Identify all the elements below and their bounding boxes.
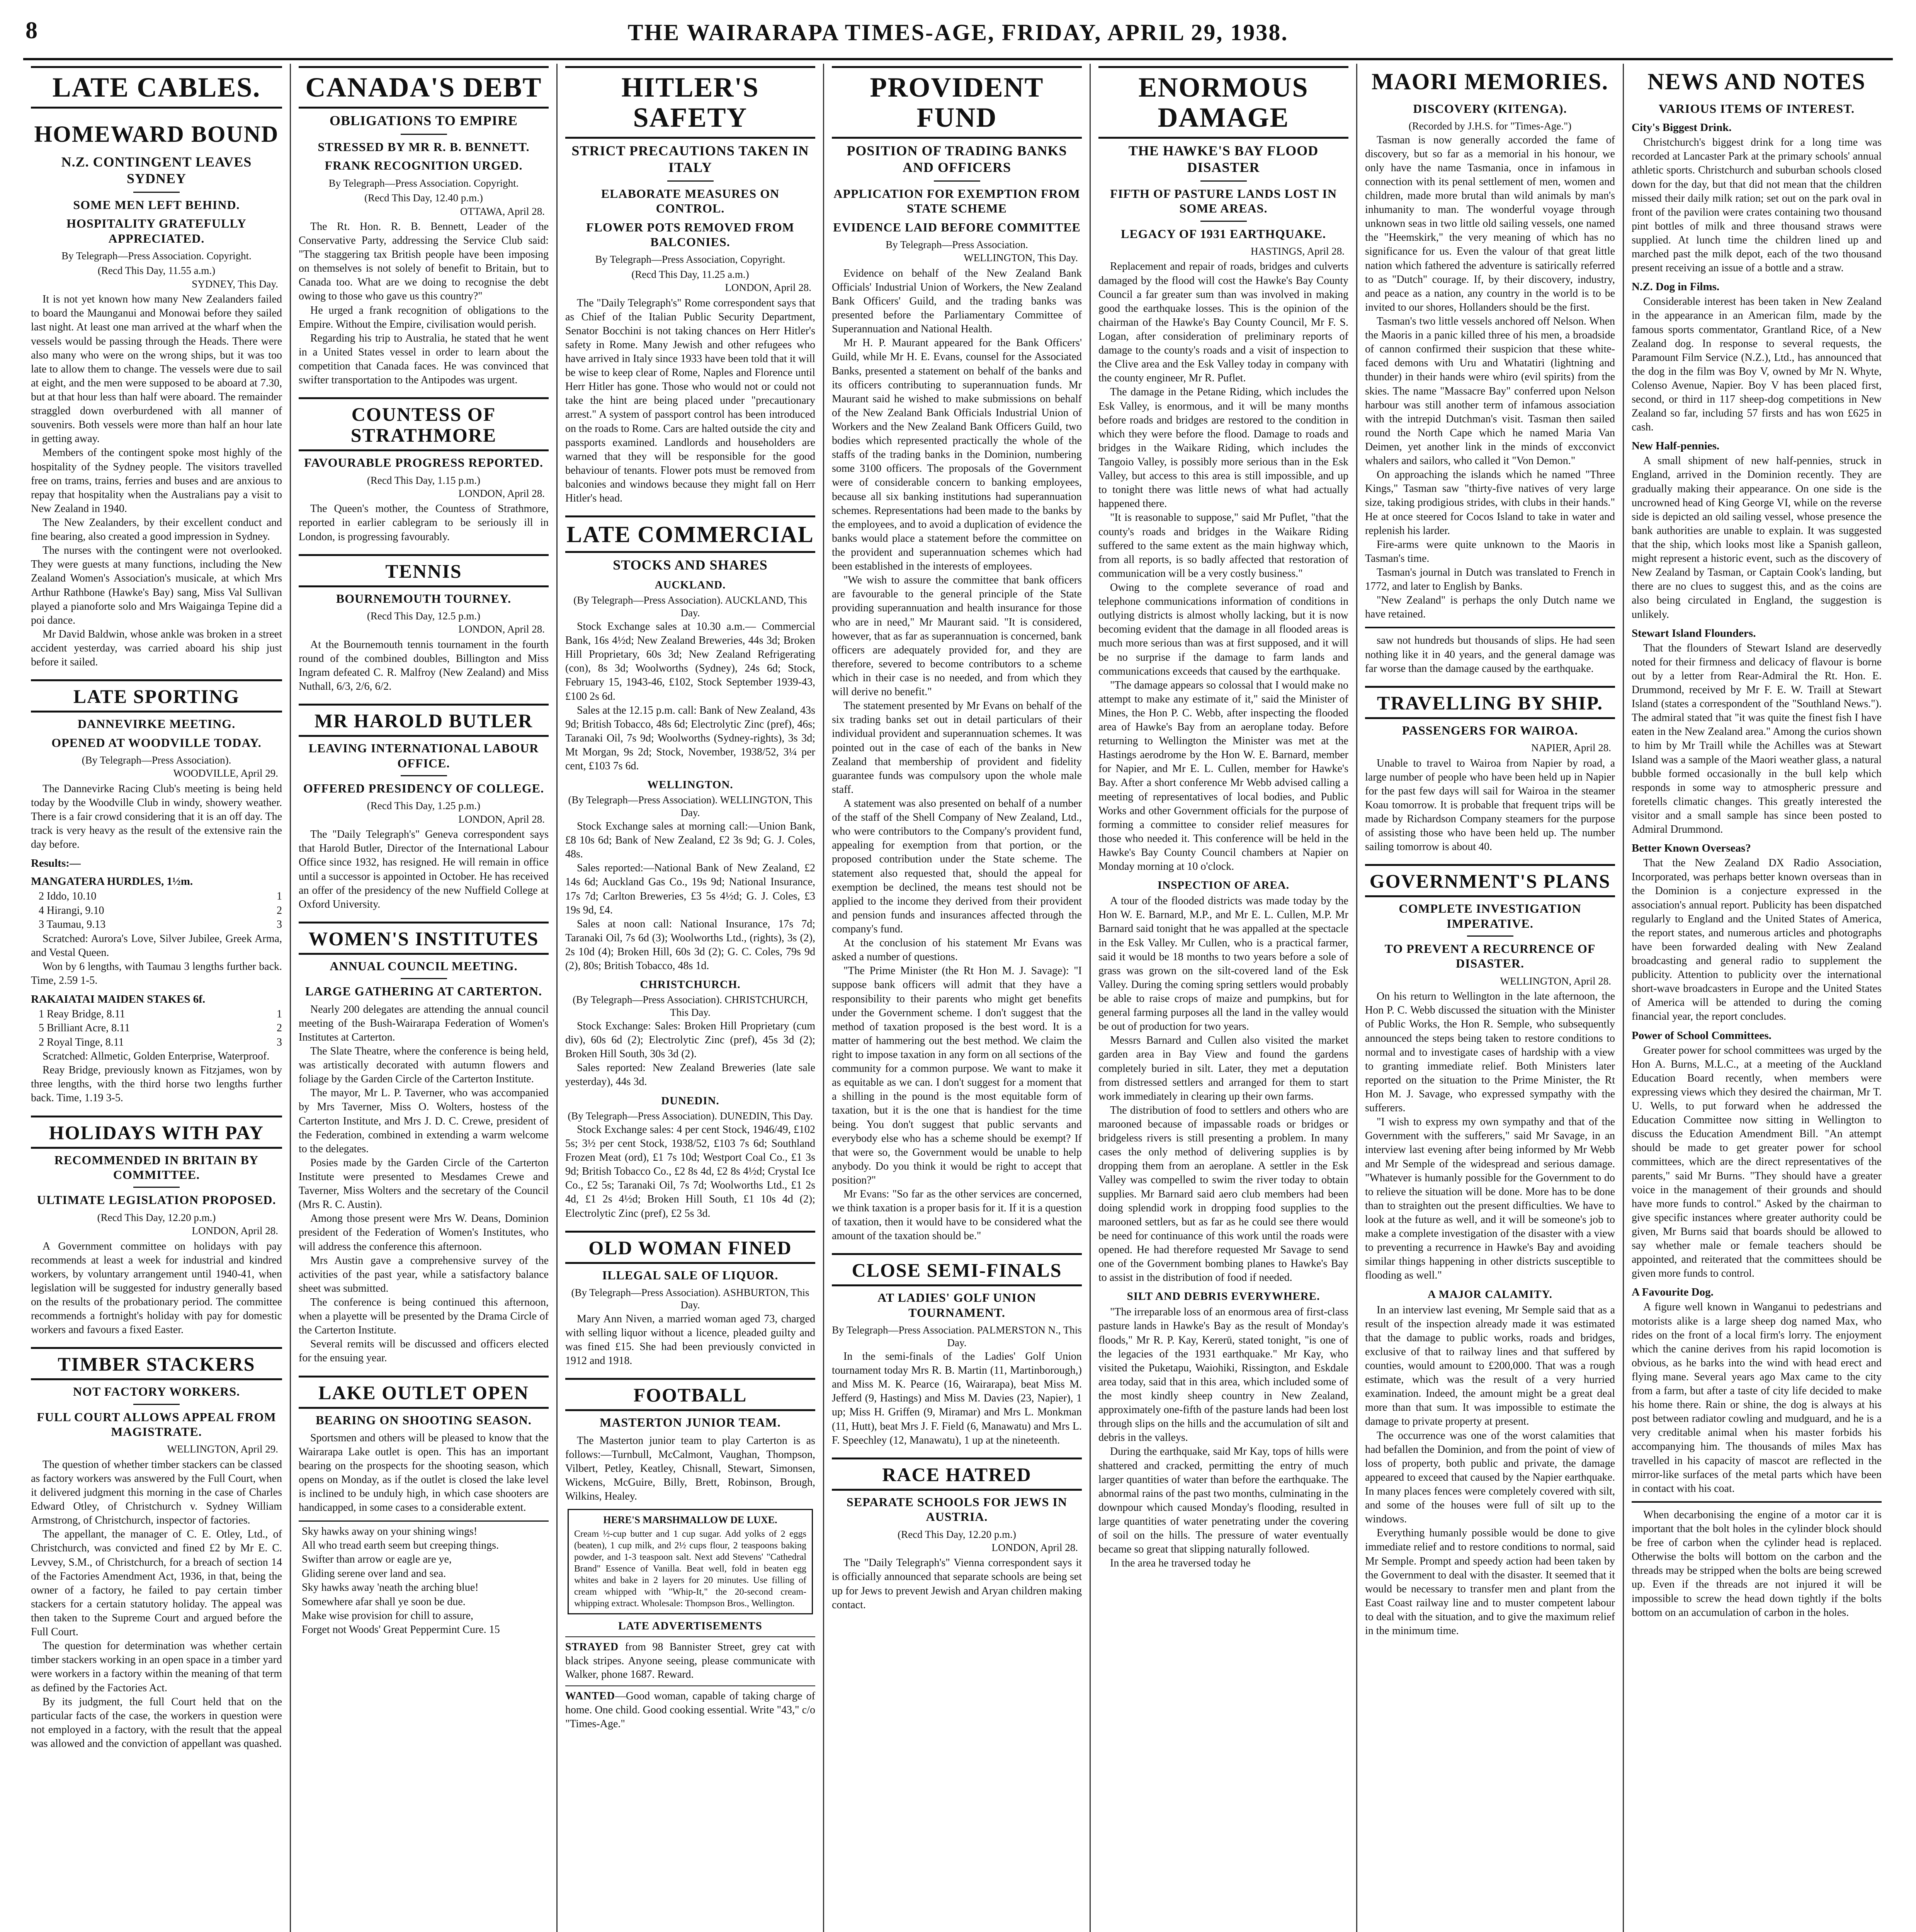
article-paragraph: Stock Exchange sales at 10.30 a.m.— Commercial Bank, 16s 4½d; New Zealand Breweries, 44s 3d; Broken Hill Proprietary, 60s 3d; New Zealand Refrigerating (con), 8s 3d; Woolworths (Sydney), 24s 6d; Stock, February 15, 1943-46, £102, Stock September 1939-43, £100 2s 6d. — [565, 621, 815, 702]
race-title: RAKAIATAI MAIDEN STAKES 6f. — [31, 993, 206, 1005]
item-heading: Power of School Committees. — [1632, 1029, 1771, 1042]
article-paragraph: Stock Exchange sales at morning call:—Union Bank, £8 10s 6d; Bank of New Zealand, £2 3s 9d; G. J. Coles, 48s. — [565, 820, 815, 861]
article-paragraph: "New Zealand" is perhaps the only Dutch name we have retained. — [1365, 594, 1615, 621]
subhead: OFFERED PRESIDENCY OF COLLEGE. — [303, 781, 544, 796]
subhead: DISCOVERY (KITENGA). — [1413, 101, 1567, 116]
article-paragraph: On his return to Wellington in the late afternoon, the Hon P. C. Webb discussed the situation with the Minister of Public Works, the Hon R. Semple, who subsequently announced the steps being taken to restore conditions to normal and to investigate cases of hardship with a view to granting immediate relief. Both Ministers later reported on the situation to the Prime Minister, the Rt Hon M. J. Savage, who expressed sympathy with the sufferers. — [1365, 990, 1615, 1114]
article-paragraph: Mr David Baldwin, whose ankle was broken in a street accident yesterday, was carried aboard his ship just before it sailed. — [31, 628, 282, 668]
subhead: APPLICATION FOR EXEMPTION FROM STATE SCHEME — [833, 186, 1080, 216]
ad-lead: WANTED — [565, 1690, 615, 1702]
article-paragraph: The distribution of food to settlers and others who are marooned because of impassable roads or bridges or bridgeless rivers is still presenting a problem. In many cases the only method of delivering supplies is by dropping them from an aeroplane. A settler in the Esk Valley was compelled to swim the river today to obtain supplies. Mr Barnard said aero club members had been doing splendid work in dropping food supplies to the marooned settlers, but as far as he could see there would be need for continuance of this work until the roads were opened. He had therefore requested Mr Savage to send one of the Government bombing planes to Hawke's Bay to assist in the distribution of food if needed. — [1098, 1104, 1348, 1284]
subhead: OPENED AT WOODVILLE TODAY. — [51, 735, 262, 750]
article-paragraph: Tasman's two little vessels anchored off Nelson. When the Maoris in a panic killed three of his men, a broadside of cannon confirmed their suspicion that these white-faced demons with Uru and Whatatiri (lightning and thunder) in their hands were whiro (evil spirits) from the skies. The name "Massacre Bay" conferred upon Nelson harbour was still another term of infamous association with the intrepid Dutchman's visit. Tasman then sailed round the North Cape which he named Maria Van Deimen, yet another link in the minds of excconvict whalers and sailors, who called it "Von Demon." — [1365, 315, 1615, 467]
ad-line — [302, 1623, 546, 1637]
masthead — [23, 15, 1893, 60]
dateline: SYDNEY, This Day. — [192, 278, 278, 290]
byline: (By Telegraph—Press Association). ASHBURTON, This Day. — [571, 1287, 809, 1311]
subhead: STOCKS AND SHARES — [613, 557, 768, 573]
headline-holidays-with-pay: HOLIDAYS WITH PAY — [31, 1116, 282, 1149]
headline-race-hatred: RACE HATRED — [832, 1458, 1082, 1491]
ad-lead: STRAYED — [565, 1641, 619, 1653]
subhead: ELABORATE MEASURES ON CONTROL. — [601, 186, 780, 216]
article-paragraph: Stock Exchange sales: 4 per cent Stock, 1946/49, £102 5s; 3½ per cent Stock, 1938/52, £103 7s 6d; Southland Frozen Meat (ord), £1 7s 10d; Westport Coal Co., £1 3s 9d; British Tobacco Co., £2 8s 4d, £2 8s 4½d; Crystal Ice Co., £2 5s; Taranaki Oil, 7s 7d; Woolworths Ltd., £1 2s 4d, £1 2s 4½d; Broken Hill South, £1 10s 4d (2); Electrolytic Zinc (pref), £2 5s 3d. — [565, 1123, 815, 1219]
race-result-row — [31, 904, 282, 918]
received-time: (Recd This Day, 11.55 a.m.) — [97, 265, 216, 277]
article-paragraph: By its judgment, the full Court held that on the particular facts of the case, the workers in question were not employed in a factory, with the result that the appeal was allowed and the conviction of appellant was quashed. — [31, 1696, 282, 1750]
received-time: (Recd This Day, 1.25 p.m.) — [367, 800, 481, 812]
dateline: HASTINGS, April 28. — [1250, 245, 1345, 257]
article-paragraph: Tasman is now generally accorded the fame of discovery, but so far as a memorial in his honour, we only have the name Tasmania, once in infamous in connection with its penal settlement of men, women and children, made more brutal than wild animals by man's inhumanity to man. The wonderful voyage through unknown seas in two little old sailing vessels, one named the "Heemskirk," the very meaning of which has no significance for us. Even the valour of that great little nation which fathered the adventure is satirically referred to as "Dutch" courage. If, by their discovery, industry, and peace as a nation, any country in the world is to be invited to our shores, Hollanders should be the first. — [1365, 134, 1615, 313]
article-paragraph: "The Prime Minister (the Rt Hon M. J. Savage): "I suppose bank officers will admit that they have a responsibility to their parents who might get benefits under the Government scheme. I don't suggest that the method of taxation proposed is the best word. It is a matter of hammering out the best method. We claim the right to impose taxation in any form on all sections of the community for a common purpose. We want to make it as equitable as we can. I don't suggest for a moment that a shilling in the pound is the most equitable form of taxation, but it is the one that is handiest for the time being. You don't suggest that public servants and everybody else who has a scheme should be exempt? If that were so, the Government would be unable to help anybody. Do you think it would be right to accept that position?" — [832, 965, 1082, 1186]
article-paragraph: The question for determination was whether certain timber stackers working in an open space in a timber yard were workers in a factory within the meaning of that term as defined by the Factories Act. — [31, 1640, 282, 1694]
advertisement-recipe — [568, 1509, 813, 1614]
divider — [133, 1404, 180, 1405]
section-wellington: WELLINGTON. — [647, 779, 733, 791]
subhead: STRESSED BY MR R. B. BENNETT. — [318, 139, 530, 154]
subhead: LEGACY OF 1931 EARTHQUAKE. — [1121, 226, 1326, 241]
article-paragraph: He urged a frank recognition of obligations to the Empire. Without the Empire, civilisation would perish. — [299, 304, 549, 330]
headline-harold-butler: MR HAROLD BUTLER — [299, 704, 549, 737]
article-paragraph: That the New Zealand DX Radio Association, Incorporated, was perhaps better known overseas than in the Dominion is a conjecture expressed in the association's annual report. Publicity has been dispatched regularly to England and the United States of America, the report states, and numerous articles and photographs have been forwarded dealing with New Zealand broadcasting and general radio to supplement the publicity. Attention to publicity over the international short-wave broadcasters in Europe and the United States of America will be attended to during the coming financial year, the report concludes. — [1632, 857, 1882, 1023]
byline: By Telegraph—Press Association. — [886, 239, 1028, 251]
article-paragraph: At the conclusion of his statement Mr Evans was asked a number of questions. — [832, 937, 1082, 963]
item-heading: Better Known Overseas? — [1632, 842, 1751, 855]
article-paragraph: Sales reported:—National Bank of New Zealand, £2 14s 6d; Auckland Gas Co., 19s 9d; National Insurance, 17s 7d; Carlton Breweries, £3 5s 4½d; G. J. Coles, £3 19s 9d, £4. — [565, 862, 815, 916]
masthead-title: THE WAIRARAPA TIMES-AGE, FRIDAY, APRIL 29, 1938. — [627, 20, 1289, 45]
article-paragraph: Mr H. P. Maurant appeared for the Bank Officers' Guild, while Mr H. E. Evans, counsel for the Associated Banks, presented a statement on behalf of the banks and its officers contributing to superannuation funds. Mr Maurant said he wished to make submissions on behalf of the New Zealand Bank Officials Industrial Union of Workers and the New Zealand Bank Officers Guild, two bodies which represented practically the whole of the staffs of the trading banks in the Dominion, numbering some 3100 officers. The proposals of the Government were of considerable concern to banking employees, because all six banking institutions had superannuation schemes. Representations had been made to the banks by the employees, and to avoid a duplication of evidence the banks would place a statement before the committee on the provident and superannuation schemes which had been established in the interests of employees. — [832, 337, 1082, 573]
placing: 3 — [277, 918, 282, 931]
placing: 1 — [277, 1008, 282, 1020]
article-paragraph: Owing to the complete severance of road and telephone communications information of conditions in outlying districts is almost wholly lacking, but it is now becoming evident that the damage in all flooded areas is much more serious than was at first supposed, and it will be no surprise if the damage to farm lands and communications exceeds that caused by the earthquake. — [1098, 581, 1348, 677]
divider — [133, 1187, 180, 1188]
article-paragraph: "It is reasonable to suppose," said Mr Puflet, "that the county's roads and bridges in the Waikare Riding suffered to the same extent as the main highway which, from all reports, is so badly affected that restoration of communication will be a very costly business." — [1098, 512, 1348, 580]
subhead: HOSPITALITY GRATEFULLY APPRECIATED. — [66, 216, 247, 245]
subhead: FLOWER POTS REMOVED FROM BALCONIES. — [586, 220, 794, 249]
divider — [1632, 1501, 1882, 1503]
column-5 — [1090, 64, 1356, 1932]
article-paragraph: Greater power for school committees was urged by the Hon A. Burns, M.L.C., at a meeting of the Auckland Education Board recently, when members were expressing views which they desired the chairman, Mr T. U. Wells, to put forward when he addressed the Education Committee now sitting in Wellington to discuss the Education Amendment Bill. "An attempt should be made to get greater power for school committees, which are the direct representatives of the parents," said Mr Burns. "They should have a greater voice in the management of their grounds and should have more funds to control." Asked by the chairman to give specific instances where greater authority could be given, Mr Burns said that boards should be allowed to say whether male or female teachers should be appointed, and reiterated that the committees should be given more funds to control. — [1632, 1044, 1882, 1280]
headline-homeward-bound: HOMEWARD BOUND — [34, 121, 279, 147]
item-heading: Stewart Island Flounders. — [1632, 627, 1756, 639]
late-advertisements-heading: LATE ADVERTISEMENTS — [618, 1619, 762, 1632]
divider — [133, 192, 180, 193]
headline-timber-stackers: TIMBER STACKERS — [31, 1347, 282, 1380]
item-heading: N.Z. Dog in Films. — [1632, 281, 1720, 293]
section-dunedin: DUNEDIN. — [661, 1094, 719, 1107]
race-note: Scratched: Allmetic, Golden Enterprise, Waterproof. — [43, 1050, 270, 1063]
subhead: FAVOURABLE PROGRESS REPORTED. — [304, 456, 544, 470]
placing: 2 — [277, 904, 282, 917]
article-paragraph: Unable to travel to Wairoa from Napier by road, a large number of people who have been held up in Napier for the past few days will sail for Wairoa in the steamer Koau tomorrow. It is probable that frequent trips will be made by Richardson Company steamers for the purpose of assisting those who have been held up. The number sailing tomorrow is about 40. — [1365, 757, 1615, 853]
subhead: ANNUAL COUNCIL MEETING. — [330, 959, 518, 973]
ad-line: Sky hawks away 'neath the arching blue! — [302, 1582, 479, 1594]
headline-late-cables: LATE CABLES. — [31, 66, 282, 109]
subhead: BOURNEMOUTH TOURNEY. — [336, 591, 512, 605]
article-paragraph: Tasman's journal in Dutch was translated to French in 1772, and later to English by Banks. — [1365, 566, 1615, 593]
headline-close-semi-finals: CLOSE SEMI-FINALS — [832, 1253, 1082, 1286]
dateline: WELLINGTON, April 29. — [167, 1443, 278, 1455]
article-paragraph: The appellant, the manager of C. E. Otley, Ltd., of Christchurch, was convicted and fined £2 by Mr E. C. Levvey, S.M., of Christchurch, for a breach of section 14 of the Factories Amendment Act, 1936, in that, being the owner of a factory, he failed to pay certain timber stackers for a certain statutory holiday. The appeal was then taken to the Supreme Court and argued before the Full Court. — [31, 1528, 282, 1638]
article-paragraph: At the Bournemouth tennis tournament in the fourth round of the combined doubles, Billington and Miss Ingram defeated C. R. Malfroy (New Zealand) and Miss Nuthall, 6/3, 2/6, 6/2. — [299, 638, 549, 693]
article-paragraph: The "Daily Telegraph's" Vienna correspondent says it is officially announced that separate schools are being set up for Jews to prevent Jewish and Aryan children making contact. — [832, 1557, 1082, 1611]
divider — [401, 775, 447, 776]
subhead: ILLEGAL SALE OF LIQUOR. — [602, 1268, 779, 1282]
article-paragraph: It is not yet known how many New Zealanders failed to board the Maunganui and Monowai before they sailed last night. At least one man arrived at the wharf when the vessels would be passing through the Heads. There were also many who were on the wrong ships, but it was too late to allow them to change. The vessels were due to sail at eight, and the men were supposed to be aboard at 7.30, but at that hour less than half were aboard. The remainder straggled down overburdened with all manner of souvenirs. Both vessels were more than half an hour late in getting away. — [31, 293, 282, 445]
article-paragraph: Regarding his trip to Australia, he stated that he went in a United States vessel in order to learn about the competition that Canada faces. He was convinced that swifter transportation to the Antipodes was urgent. — [299, 332, 549, 386]
article-paragraph: Nearly 200 delegates are attending the annual council meeting of the Bush-Wairarapa Federation of Women's Institutes at Carterton. — [299, 1003, 549, 1043]
article-paragraph: "I wish to express my own sympathy and that of the Government with the sufferers," said Mr Savage, in an interview last evening after being informed by Mr Webb and Mr Semple of the widespread and serious damage. "Whatever is humanly possible for the Government to do to relieve the situation will be done. More has to be done than to straighten out the present difficulties. We have to look at the future as well, and it will be someone's job to make a complete investigation of the disaster with a view to preventing a recurrence in Hawke's Bay and avoiding similar things happening in other districts susceptible to flooding as well." — [1365, 1116, 1615, 1282]
headline-provident-fund: PROVIDENT FUND — [832, 66, 1082, 139]
race-result-row — [31, 1007, 282, 1021]
received-time: (Recd This Day, 1.15 p.m.) — [367, 474, 481, 486]
columns — [23, 64, 1893, 1932]
headline-maori-memories: MAORI MEMORIES. — [1371, 69, 1609, 94]
byline: By Telegraph—Press Association. Copyright. — [328, 177, 519, 189]
subhead: RECOMMENDED IN BRITAIN BY COMMITTEE. — [54, 1153, 259, 1182]
divider — [401, 134, 447, 135]
dateline: WELLINGTON, This Day. — [964, 252, 1078, 264]
headline-late-sporting: LATE SPORTING — [31, 679, 282, 713]
received-time: (Recd This Day, 12.20 p.m.) — [898, 1528, 1016, 1540]
article-paragraph: The Rt. Hon. R. B. Bennett, Leader of the Conservative Party, addressing the Service Club said: "The staggering tax British people have been imposing on themselves is not solely of benefit to Britain, but to Canada too. What are we doing to recognise the debt owing to those who gave us this country?" — [299, 220, 549, 303]
article-paragraph: Replacement and repair of roads, bridges and culverts damaged by the flood will cost the Hawke's Bay County Council a far greater sum than was involved in making good the earthquake losses. This is the opinion of the chairman of the Hawke's Bay County Council, Mr F. S. Logan, after consideration of preliminary reports of damage to the county's roads and a visit of inspection to the Clive area and the Esk Valley today in company with the county engineer, Mr R. Puflet. — [1098, 260, 1348, 384]
divider — [1467, 935, 1513, 937]
received-time: (Recd This Day, 11.25 a.m.) — [631, 268, 749, 280]
race-title: MANGATERA HURDLES, 1½m. — [31, 875, 193, 888]
race-result-row — [31, 1036, 282, 1049]
headline-news-and-notes: NEWS AND NOTES — [1647, 69, 1866, 94]
ad-text: from 98 Bannister Street, grey cat with black stripes. Anyone seeing, please communicate with Walker, phone 1687. Reward. — [565, 1641, 815, 1681]
subhead: THE HAWKE'S BAY FLOOD DISASTER — [1128, 143, 1319, 175]
subhead: FIFTH OF PASTURE LANDS LOST IN SOME AREAS. — [1110, 186, 1337, 216]
ad-text: —Good woman, capable of taking charge of home. One child. Good cooking essential. Write "43," c/o "Times-Age." — [565, 1690, 815, 1730]
ad-line: Gliding serene over land and sea. — [302, 1567, 446, 1580]
article-paragraph: Among those present were Mrs W. Deans, Dominion president of the Federation of Women's Institutes, who will address the conference this afternoon. — [299, 1213, 549, 1253]
article-paragraph: That the flounders of Stewart Island are deservedly noted for their firmness and delicacy of flavour is borne out by a letter from Rear-Admiral the Rt. Hon. E. Drummond, received by Mr F. E. W. Traill at Stewart Island (states a correspondent of the "Southland News."). The admiral stated that "it was quite the finest fish I have eaten in the New Zealand area." Among the curios shown to him by Mr Traill while the Achilles was at Stewart Island was a sample of the Maori weather glass, a natural bubble formed occasionally in the bull kelp which responds in some way to atmospheric pressure and foretells climatic changes. This greatly interested the visitor and a small sample has since been posted to Admiral Drummond. — [1632, 642, 1882, 836]
article-paragraph: The nurses with the contingent were not overlooked. They were guests at many functions, including the New Zealand Women's Association's musicale, at which Mrs Arthur Rathbone (Hawke's Bay) sang, Miss Val Sullivan played a pianoforte solo and Mrs Waigainga Tepine did a poi dance. — [31, 544, 282, 626]
article-paragraph: Mary Ann Niven, a married woman aged 73, charged with selling liquor without a licence, pleaded guilty and was fined £15. She had been previously convicted in 1912 and 1918. — [565, 1313, 815, 1367]
placing: 3 — [277, 1036, 282, 1048]
article-paragraph: A figure well known in Wanganui to pedestrians and motorists alike is a large sheep dog named Max, who rides on the front of a local firm's lorry. The enjoyment which the canine derives from his rapid locomotion is obvious, as he barks into the wind with head erect and flying mane. Several years ago Max came to the city from a farm, but after a taste of city life decided to make his home there. Rain or shine, the dog is always at his post between radiator cowling and mudguard, and he is a very creditable animal when his master forbids his accompanying him. The thousands of miles Max has travelled in his capacity of mascot are reflected in the mirror-like surfaces of the metal parts which have been in contact with his coat. — [1632, 1301, 1882, 1495]
race-note: Scratched: Aurora's Love, Silver Jubilee, Greek Arma, and Vestal Queen. — [31, 932, 282, 959]
article-paragraph: "The damage appears so colossal that I would make no attempt to make any estimate of it," said the Minister of Mines, the Hon P. C. Webb, after inspecting the flooded area of Hawke's Bay from an aeroplane today. Before returning to Wellington the Minister was met at the Hastings aerodrome by the Hon W. E. Barnard, member for Napier, and Mr E. L. Cullen, member for Hawke's Bay. After a short conference Mr Webb advised calling a meeting of representatives of local bodies, and Public Works and other Government officials for the purpose of forming a committee to consider relief measures for those who needed it. This conference will be held in the Hawke's Bay County Council chambers at Napier on Monday morning at 10 o'clock. — [1098, 679, 1348, 873]
divider — [1200, 221, 1247, 222]
subhead: NOT FACTORY WORKERS. — [73, 1384, 240, 1399]
subhead: FULL COURT ALLOWS APPEAL FROM MAGISTRATE. — [37, 1410, 276, 1439]
subhead: TO PREVENT A RECURRENCE OF DISASTER. — [1384, 942, 1596, 971]
subhead: PASSENGERS FOR WAIROA. — [1402, 723, 1578, 737]
subhead: SEPARATE SCHOOLS FOR JEWS IN AUSTRIA. — [847, 1495, 1067, 1524]
column-7 — [1623, 64, 1889, 1932]
subhead: SOME MEN LEFT BEHIND. — [73, 197, 240, 212]
dateline: LONDON, April 28. — [458, 813, 545, 825]
article-paragraph: Members of the contingent spoke most highly of the hospitality of the Sydney people. The visitors travelled free on trams, trains, ferries and buses and are anxious to repay that hospitality when the Australians pay a visit to New Zealand in 1940. — [31, 447, 282, 515]
article-paragraph: On approaching the islands which he named "Three Kings," Tasman saw "thirty-five natives of very large size, taking prodigious strides, with clubs in their hands." He at once steered for Cocos Island to take in water and replenish his larder. — [1365, 469, 1615, 537]
article-paragraph: Sales at noon call: National Insurance, 17s 7d; Taranaki Oil, 7s 6d (3); Woolworths Ltd., (rights), 3s (2), 2s 10d (4); Broken Hill, 60s 3d (2); G. C. Coles, 79s 9d (2), 80s; British Tobacco, 48s 1d. — [565, 918, 815, 972]
article-paragraph: Mr Evans: "So far as the other services are concerned, we think taxation is a proper basis for it. If it is a question of taxation, then it would have to be considered what the amount of the taxation should be." — [832, 1188, 1082, 1242]
horse: 2 Iddo, 10.10 — [39, 890, 97, 903]
byline: (By Telegraph—Press Association). — [82, 754, 231, 766]
section-heading: SILT AND DEBRIS EVERYWHERE. — [1127, 1290, 1320, 1303]
article-paragraph: saw not hundreds but thousands of slips. He had seen nothing like it in 40 years, and the general damage was far worse than the damage caused by the earthquake. — [1365, 634, 1615, 675]
article-paragraph: The Dannevirke Racing Club's meeting is being held today by the Woodville Club in windy, showery weather. There is a fair crowd considering that it is an off day. The track is very heavy as the result of the extensive rain the day before. — [31, 782, 282, 851]
article-paragraph: When decarbonising the engine of a motor car it is important that the bolt holes in the cylinder block should be free of carbon when the cylinder head is replaced. Otherwise the bolts will bottom on the carbon and the threads may be stripped when the bolts are being screwed up. Even if the threads are not injured it will be impossible to screw the head down tightly if the bolts bottom on an accumulation of carbon in the holes. — [1632, 1509, 1882, 1619]
horse: 4 Hirangi, 9.10 — [39, 904, 104, 917]
byline: By Telegraph—Press Association. Copyright. — [61, 250, 252, 262]
horse: 3 Taumau, 9.13 — [39, 918, 106, 931]
byline: By Telegraph—Press Association. PALMERSTON N., This Day. — [832, 1324, 1082, 1349]
ad-line: All who tread earth seem but creeping things. — [302, 1539, 499, 1551]
subhead: FRANK RECOGNITION URGED. — [325, 158, 523, 173]
ad-line: Sky hawks away on your shining wings! — [302, 1525, 478, 1537]
headline-late-commercial: LATE COMMERCIAL — [565, 515, 815, 553]
article-paragraph: Posies made by the Garden Circle of the Carterton Institute were presented to Mesdames Crewe and Taverner, Miss Wolters and the secretary of the Council (Mrs R. C. Austin). — [299, 1156, 549, 1211]
article-paragraph: "The irreparable loss of an enormous area of first-class pasture lands in Hawke's Bay as the result of Monday's floods," Mr R. P. Kay, Kererū, stated tonight, "is one of the legacies of the 1931 earthquake." Mr Kay, who visited the Puketapu, Waiohiki, Rissington, and Eskdale area today, said that in this area, which included some of the most kindly sheep country in New Zealand, approximately one-fifth of the pasture lands had been lost through slips on the hills and the accumulation of silt and debris in the valleys. — [1098, 1306, 1348, 1444]
article-paragraph: Sales reported: New Zealand Breweries (late sale yesterday), 44s 3d. — [565, 1062, 815, 1088]
headline-travelling-by-ship: TRAVELLING BY SHIP. — [1365, 686, 1615, 719]
headline-womens-institutes: WOMEN'S INSTITUTES — [299, 922, 549, 955]
section-heading: INSPECTION OF AREA. — [1157, 879, 1289, 892]
article-paragraph: Sportsmen and others will be pleased to know that the Wairarapa Lake outlet is open. This has an important bearing on the prospects for the shooting season, which opens on Monday, as if the outlet is closed the lake level is inclined to be unduly high, in which case shooters are handicapped, in some cases to a considerable extent. — [299, 1432, 549, 1514]
horse: 2 Royal Tinge, 8.11 — [39, 1036, 124, 1048]
recipe-title: HERE'S MARSHMALLOW DE LUXE. — [603, 1514, 777, 1526]
ad-line-text: Forget not Woods' Great Peppermint Cure. — [302, 1624, 486, 1636]
ad-line: Swifter than arrow or eagle are ye, — [302, 1553, 452, 1566]
headline-governments-plans: GOVERNMENT'S PLANS — [1365, 864, 1615, 897]
article-paragraph: Christchurch's biggest drink for a long time was recorded at Lancaster Park at the primary schools' annual athletic sports. Christchurch and suburban schools closed down for the day, but that did not mean that the children missed their daily milk ration; set out on the park oval in front of the pavilion were crates containing two thousand pint bottles of milk and three thousand straws were supplied. At lunch time the children lined up and marched past the milk depot, each of the two thousand present receiving an issue of a bottle and a straw. — [1632, 136, 1882, 274]
article-paragraph: Evidence on behalf of the New Zealand Bank Officials' Industrial Union of Workers, the New Zealand Bank Officers' Guild, and the trading banks was presented before the Parliamentary Committee of Superannuation and National Health. — [832, 267, 1082, 335]
byline: By Telegraph—Press Association, Copyright. — [595, 253, 785, 265]
horse: 5 Brilliant Acre, 8.11 — [39, 1022, 130, 1034]
article-paragraph: Considerable interest has been taken in New Zealand in the appearance in an American film, made by the famous sports commentator, Grantland Rice, of a New Zealand dog. In response to several requests, the Paramount Film Service (N.Z.), Ltd., has announced that the dog in the film was Boy V, owned by Mr N. Whyte, Colenso Avenue, Napier. Boy V has been placed first, second, or third in 117 sheep-dog competitions in New Zealand so far, including 57 firsts and has won £625 in cash. — [1632, 296, 1882, 434]
subhead: POSITION OF TRADING BANKS AND OFFICERS — [847, 143, 1067, 175]
dateline: LONDON, April 28. — [991, 1541, 1078, 1553]
column-1 — [23, 64, 290, 1932]
headline-enormous-damage: ENORMOUS DAMAGE — [1098, 66, 1348, 139]
article-paragraph: In the area he traversed today he — [1110, 1557, 1251, 1570]
placing: 2 — [277, 1022, 282, 1034]
subhead: AT LADIES' GOLF UNION TOURNAMENT. — [877, 1291, 1036, 1320]
headline-tennis: TENNIS — [299, 554, 549, 587]
headline-countess-of-strathmore: COUNTESS OF STRATHMORE — [299, 397, 549, 451]
subhead: DANNEVIRKE MEETING. — [77, 717, 236, 731]
page-number: 8 — [26, 17, 37, 44]
section-heading: A MAJOR CALAMITY. — [1428, 1288, 1552, 1301]
subhead: MASTERTON JUNIOR TEAM. — [600, 1415, 781, 1430]
classified-ad — [565, 1636, 815, 1682]
byline: (By Telegraph—Press Association). CHRISTCHURCH, This Day. — [573, 994, 808, 1018]
ad-line: Somewhere afar shall ye soon be due. — [302, 1595, 466, 1608]
dateline: LONDON, April 28. — [192, 1225, 278, 1237]
subhead: ULTIMATE LEGISLATION PROPOSED. — [37, 1193, 276, 1207]
article-paragraph: During the earthquake, said Mr Kay, tops of hills were shattered and cracked, permitting the entry of much larger quantities of water than before the earthquake. The abnormal rains of the past two months, culminating in the downpour which caused Monday's flooding, resulted in large quantities of water penetrating under the covering of soil on the hills. The pressure of water eventually became so great that slipping naturally followed. — [1098, 1446, 1348, 1556]
article-paragraph: "We wish to assure the committee that bank officers are favourable to the general principle of the State providing superannuation and health insurance for those who are in need," Mr Maurant said. "It is considered, however, that as far as superannuation is concerned, bank officers are adequately provided for, and they are therefore, severed to become contributors to a scheme which in their case is no needed, and from which they will derive no benefit." — [832, 574, 1082, 698]
race-note: Reay Bridge, previously known as Fitzjames, won by three lengths, with the third horse two lengths further back. Time, 1.19 3-5. — [31, 1064, 282, 1104]
ad-number: 15 — [489, 1624, 500, 1636]
subhead: STRICT PRECAUTIONS TAKEN IN ITALY — [571, 143, 809, 175]
dateline: LONDON, April 28. — [458, 623, 545, 635]
headline-lake-outlet-open: LAKE OUTLET OPEN — [299, 1376, 549, 1409]
subhead: VARIOUS ITEMS OF INTEREST. — [1658, 101, 1855, 116]
byline: (By Telegraph—Press Association). DUNEDIN, This Day. — [568, 1110, 813, 1122]
dateline: WOODVILLE, April 29. — [173, 767, 278, 779]
subhead: EVIDENCE LAID BEFORE COMMITTEE — [833, 220, 1081, 234]
column-6 — [1356, 64, 1623, 1932]
article-paragraph: The New Zealanders, by their excellent conduct and fine bearing, also created a good impression in Sydney. — [31, 517, 282, 543]
subhead: BEARING ON SHOOTING SEASON. — [316, 1413, 532, 1427]
article-paragraph: Messrs Barnard and Cullen also visited the market garden area in Bay View and found the gardens completely buried in silt. Later, they met a deputation from distressed settlers and arranged for them to start work immediately in clearing up their own farms. — [1098, 1034, 1348, 1102]
article-paragraph: A small shipment of new half-pennies, struck in England, arrived in the Dominion recently. They are gradually making their appearance. On one side is the uncrowned head of King George VI, while on the reverse side is depicted an old sailing vessel, whose presence the bank authorities are unable to explain. It was suggested that the ship, which looks most like a Spanish galleon, might represent a historic event, such as the discovery of New Zealand by Tasman, or Captain Cook's landing, but there are no clues to suggest this, and as the coins are also being circulated in England, the suggestion is unlikely. — [1632, 455, 1882, 621]
article-paragraph: The Queen's mother, the Countess of Strathmore, reported in earlier cablegram to be seriously ill in London, is progressing favourably. — [299, 503, 549, 543]
item-heading: City's Biggest Drink. — [1632, 121, 1732, 134]
divider — [667, 180, 714, 182]
section-auckland: AUCKLAND. — [655, 579, 726, 592]
headline-hitlers-safety: HITLER'S SAFETY — [565, 66, 815, 139]
article-paragraph: In the semi-finals of the Ladies' Golf Union tournament today Mrs R. B. Martin (11, Martinborough,) and Miss M. K. Pearce (16, Wairarapa), beat Miss M. Jefferd (9, Hastings) and Miss M. Davies (23, Napier), 1 up; Miss H. Griffen (9, Miramar) and Mrs L. Monkman (11, Hutt), beat Mrs J. F. Field (6, Manawatu) and Mrs L. F. Speechley (12, Manawatu), 1 up at the nineteenth. — [832, 1350, 1082, 1446]
ad-line: Make wise provision for chill to assure, — [302, 1609, 474, 1622]
dateline: WELLINGTON, April 28. — [1500, 975, 1611, 987]
byline: (By Telegraph—Press Association). WELLINGTON, This Day. — [568, 794, 813, 818]
article-paragraph: A Government committee on holidays with pay recommends at least a week for industrial and kindred workers, by voluntary arrangement until 1940-41, when legislation will be suggested for industry generally based on the results of the probationary period. The committee recommends a fortnight's holiday with pay for domestic workers and favours a fixed Easter. — [31, 1240, 282, 1336]
article-paragraph: The mayor, Mr L. P. Taverner, who was accompanied by Mrs Taverner, Miss O. Wolters, hostess of the Carterton Institute, and Mrs J. D. C. Crewe, president of the Federation, combined in extending a warm welcome to the delegates. — [299, 1087, 549, 1155]
horse: 1 Reay Bridge, 8.11 — [39, 1008, 125, 1020]
section-christchurch: CHRISTCHURCH. — [640, 978, 741, 991]
divider — [1365, 627, 1615, 628]
article-paragraph: The occurrence was one of the worst calamities that had befallen the Dominion, and from the point of view of loss of property, both public and private, the damage appeared to exceed that caused by the Napier earthquake. In many places fences were completely covered with silt, and some of the houses were full of silt up to the windows. — [1365, 1429, 1615, 1526]
article-paragraph: A statement was also presented on behalf of a number of the staff of the Shell Company of New Zealand, Ltd., who were contributors to the Company's provident fund, appealing for exemption from that portion, or the proposed contribution under the State scheme. The statement also requested that, should the appeal for exemption be declined, the means test should not be applied to the income they derived from their provident and pension funds and insurances affected through the company's fund. — [832, 797, 1082, 935]
article-paragraph: In an interview last evening, Mr Semple said that as a result of the inspection already made it was estimated that the damage to public works, roads and bridges, exclusive of that to railway lines and that suffered by counties, would amount to £200,000. That was a rough estimate, which was the result of a very hurried examination. Indeed, the amount might be a great deal more than that sum. It was impossible to estimate the damage to private property at present. — [1365, 1304, 1615, 1428]
subhead: LARGE GATHERING AT CARTERTON. — [305, 984, 542, 998]
article-paragraph: Everything humanly possible would be done to give immediate relief and to restore conditions to normal, said Mr Semple. Prompt and speedy action had been taken by the Government to deal with the disaster. It seemed that it would be necessary to transfer men and plant from the East Coast railway line and to muster competent labour to deal with the situation, and to give the maximum relief in the minimum time. — [1365, 1527, 1615, 1637]
column-4 — [823, 64, 1090, 1932]
received-time: (Recd This Day, 12.40 p.m.) — [364, 192, 483, 204]
byline: (Recorded by J.H.S. for "Times-Age.") — [1408, 120, 1572, 132]
byline: (By Telegraph—Press Association). AUCKLAND, This Day. — [573, 594, 807, 619]
recipe-text: Cream ½-cup butter and 1 cup sugar. Add yolks of 2 eggs (beaten), 1 cup milk, and 2½ cups flour, 2 teaspoons baking powder, and 1-3 teaspoon salt. Next add Stevens' "Cathedral Brand" Essence of Vanilla. Beat well, fold in beaten egg whites and bake in 2 layers for 20 minutes. Use filling of cream whipped with "Whip-It," the 20-second cream-whipping extract. Wholesale: Thompson Bros., Wellington. — [574, 1529, 806, 1609]
dateline: LONDON, April 28. — [458, 487, 545, 499]
placing: 1 — [277, 890, 282, 903]
race-result-row — [31, 889, 282, 903]
column-2 — [290, 64, 556, 1932]
article-paragraph: The conference is being continued this afternoon, when a playette will be presented by the Drama Circle of the Carterton Institute. — [299, 1296, 549, 1337]
race-note: Won by 6 lengths, with Taumau 3 lengths further back. Time, 2.59 1-5. — [31, 960, 282, 986]
article-paragraph: The "Daily Telegraph's" Rome correspondent says that as Chief of the Italian Public Security Department, Senator Bocchini is not taking chances on Herr Hitler's safety in Rome. Many Jewish and other refugees who have arrived in Italy since 1933 have been told that it will be wise to keep clear of Rome, Naples and Florence until Herr Hitler has gone. Those who would not or could not take the hint are being placed under "precautionary arrest." A system of passport control has been introduced on the roads to Rome. Cars are halted outside the city and passports examined. Landlords and householders are warned that they will be responsible for the good behaviour of tenants. Flower pots must be removed from balconies and windows because they might fall on Herr Hitler's head. — [565, 297, 815, 505]
article-paragraph: The statement presented by Mr Evans on behalf of the six trading banks set out in detail particulars of their individual provident and superannuation schemes. It was pointed out in the case of each of the banks in New Zealand that membership of provident and fidelity guarantee funds was compulsory upon the whole male staff. — [832, 700, 1082, 796]
received-time: (Recd This Day, 12.20 p.m.) — [97, 1211, 216, 1223]
article-paragraph: The question of whether timber stackers can be classed as factory workers was answered by the Full Court, when it delivered judgment this morning in the case of Charles Edward Otley, of Christchurch v. Sydney William Armstrong, of Christchurch, inspector of factories. — [31, 1458, 282, 1527]
article-paragraph: The "Daily Telegraph's" Geneva correspondent says that Harold Butler, Director of the International Labour Office since 1932, has resigned. He will remain in office until a successor is appointed in October. He has received an offer of the presidency of the new Nuffield College at Oxford University. — [299, 828, 549, 910]
headline-old-woman-fined: OLD WOMAN FINED — [565, 1231, 815, 1264]
subhead: COMPLETE INVESTIGATION IMPERATIVE. — [1399, 901, 1581, 930]
headline-canadas-debt: CANADA'S DEBT — [299, 66, 549, 109]
headline-football: FOOTBALL — [565, 1378, 815, 1411]
article-paragraph: Sales at the 12.15 p.m. call: Bank of New Zealand, 43s 9d; British Tobacco, 48s 6d; Electrolytic Zinc (pref), 46s; Taranaki Oil, 7s 9d; Woolworths (Sydney-rights), 3s 3d; Mt Morgan, 9s 2d; Stock, November, 1938/52, 3¼ per cent, £103 7s 6d. — [565, 704, 815, 772]
race-result-row — [31, 1021, 282, 1035]
article-paragraph: A tour of the flooded districts was made today by the Hon W. E. Barnard, M.P., and Mr E. L. Cullen, M.P. Mr Barnard said tonight that he was appalled at the spectacle in the Esk Valley. Mr Cullen, who is a practical farmer, said it would be 18 months to two years before a sole of grass was grown on the silt-covered land of the Esk Valley. During the coming spring settlers would probably be able to raise crops of maize and pumpkins, but for general farming purposes all the land in the valley would be out of production for two years. — [1098, 895, 1348, 1033]
dateline: NAPIER, April 28. — [1531, 742, 1611, 754]
received-time: (Recd This Day, 12.5 p.m.) — [367, 610, 481, 622]
subhead: LEAVING INTERNATIONAL LABOUR OFFICE. — [308, 741, 539, 770]
article-paragraph: The damage in the Petane Riding, which includes the Esk Valley, is enormous, and it will be many months before roads and bridges are restored to the condition in which they were before the flood. Damage to roads and bridges in the Waikare Riding, which includes the Tangoio Valley, is possibly more serious than in the Esk Valley, but access to this area is still impossible, and up to tonight there was little news of what had actually happened there. — [1098, 386, 1348, 510]
article-paragraph: The Slate Theatre, where the conference is being held, was artistically decorated with autumn flowers and foliage by the Garden Circle of the Carterton Institute. — [299, 1045, 549, 1085]
classified-ad — [565, 1685, 815, 1731]
divider — [1200, 180, 1247, 182]
article-paragraph: Mrs Austin gave a comprehensive survey of the activities of the past year, while a satisfactory balance sheet was submitted. — [299, 1254, 549, 1294]
column-3 — [556, 64, 823, 1932]
race-result-row — [31, 918, 282, 932]
results-label: Results:— — [31, 857, 81, 870]
dateline: OTTAWA, April 28. — [460, 205, 545, 217]
divider — [934, 180, 980, 182]
subhead: OBLIGATIONS TO EMPIRE — [329, 112, 518, 128]
article-paragraph: The Masterton junior team to play Carterton is as follows:—Turnbull, McCalmont, Vaughan, Thompson, Vilbert, Petley, Keatley, Chisnall, Stewart, Simonsen, Wickens, McGuire, Billy, Brett, Robinson, Brough, Wilkins, Healey. — [565, 1434, 815, 1503]
article-paragraph: Several remits will be discussed and officers elected for the ensuing year. — [299, 1338, 549, 1364]
divider — [401, 978, 447, 979]
dateline: LONDON, April 28. — [725, 282, 811, 294]
article-paragraph: Stock Exchange: Sales: Broken Hill Proprietary (cum div), 60s 6d (2); Electrolytic Zinc (pref), 45s 3d (2); Broken Hill South, 30s 3d (2). — [565, 1020, 815, 1060]
item-heading: New Half-pennies. — [1632, 440, 1720, 452]
subhead: N.Z. CONTINGENT LEAVES SYDNEY — [61, 154, 252, 186]
advertisement-peppermint-cure — [299, 1520, 549, 1637]
article-paragraph: Fire-arms were quite unknown to the Maoris in Tasman's time. — [1365, 538, 1615, 565]
item-heading: A Favourite Dog. — [1632, 1286, 1714, 1299]
